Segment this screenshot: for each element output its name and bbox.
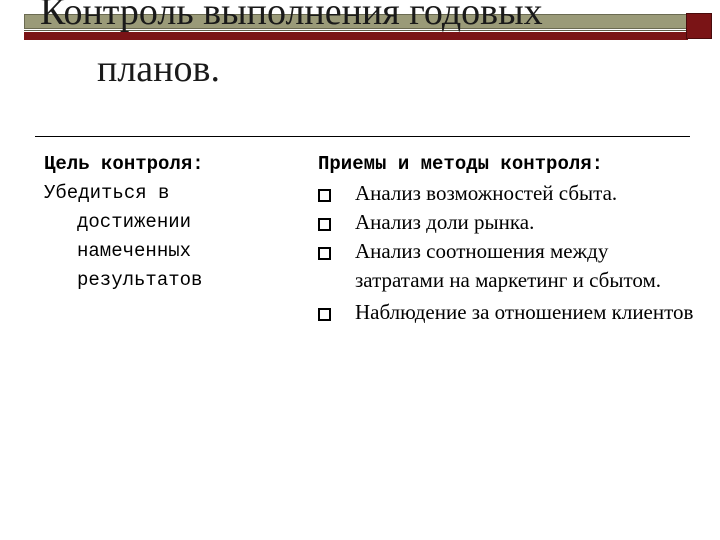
goal-text: [44, 179, 284, 295]
list-item: [318, 179, 698, 208]
goal-line: достижении: [77, 211, 192, 233]
list-item: [318, 237, 698, 295]
goal-heading: Цель контроля:: [44, 153, 204, 175]
hollow-square-bullet-icon: [318, 218, 331, 231]
list-item-text: Анализ доли рынка.: [355, 210, 535, 234]
goal-line: результатов: [77, 269, 203, 291]
list-item: [318, 208, 698, 237]
goal-line: Убедиться в: [44, 182, 170, 204]
goal-column: [44, 150, 284, 295]
list-item-text: Наблюдение за отношением клиентов: [355, 300, 694, 324]
list-item-text: Анализ соотношения между затратами на маркетинг и сбытом.: [355, 239, 662, 292]
list-item-text: Анализ возможностей сбыта.: [355, 181, 618, 205]
slide-title-line1: Контроль выполнения годовых: [40, 0, 543, 33]
methods-heading: Приемы и методы контроля:: [318, 153, 604, 175]
methods-column: [318, 150, 698, 327]
list-item: [318, 298, 698, 327]
hollow-square-bullet-icon: [318, 189, 331, 202]
hollow-square-bullet-icon: [318, 308, 331, 321]
content-divider: [35, 136, 690, 137]
slide-title-line2: планов.: [97, 48, 220, 90]
hollow-square-bullet-icon: [318, 247, 331, 260]
methods-list: [318, 179, 698, 327]
slide-title: [40, 0, 660, 98]
header-square-icon: [686, 13, 712, 39]
goal-line: намеченных: [77, 240, 192, 262]
